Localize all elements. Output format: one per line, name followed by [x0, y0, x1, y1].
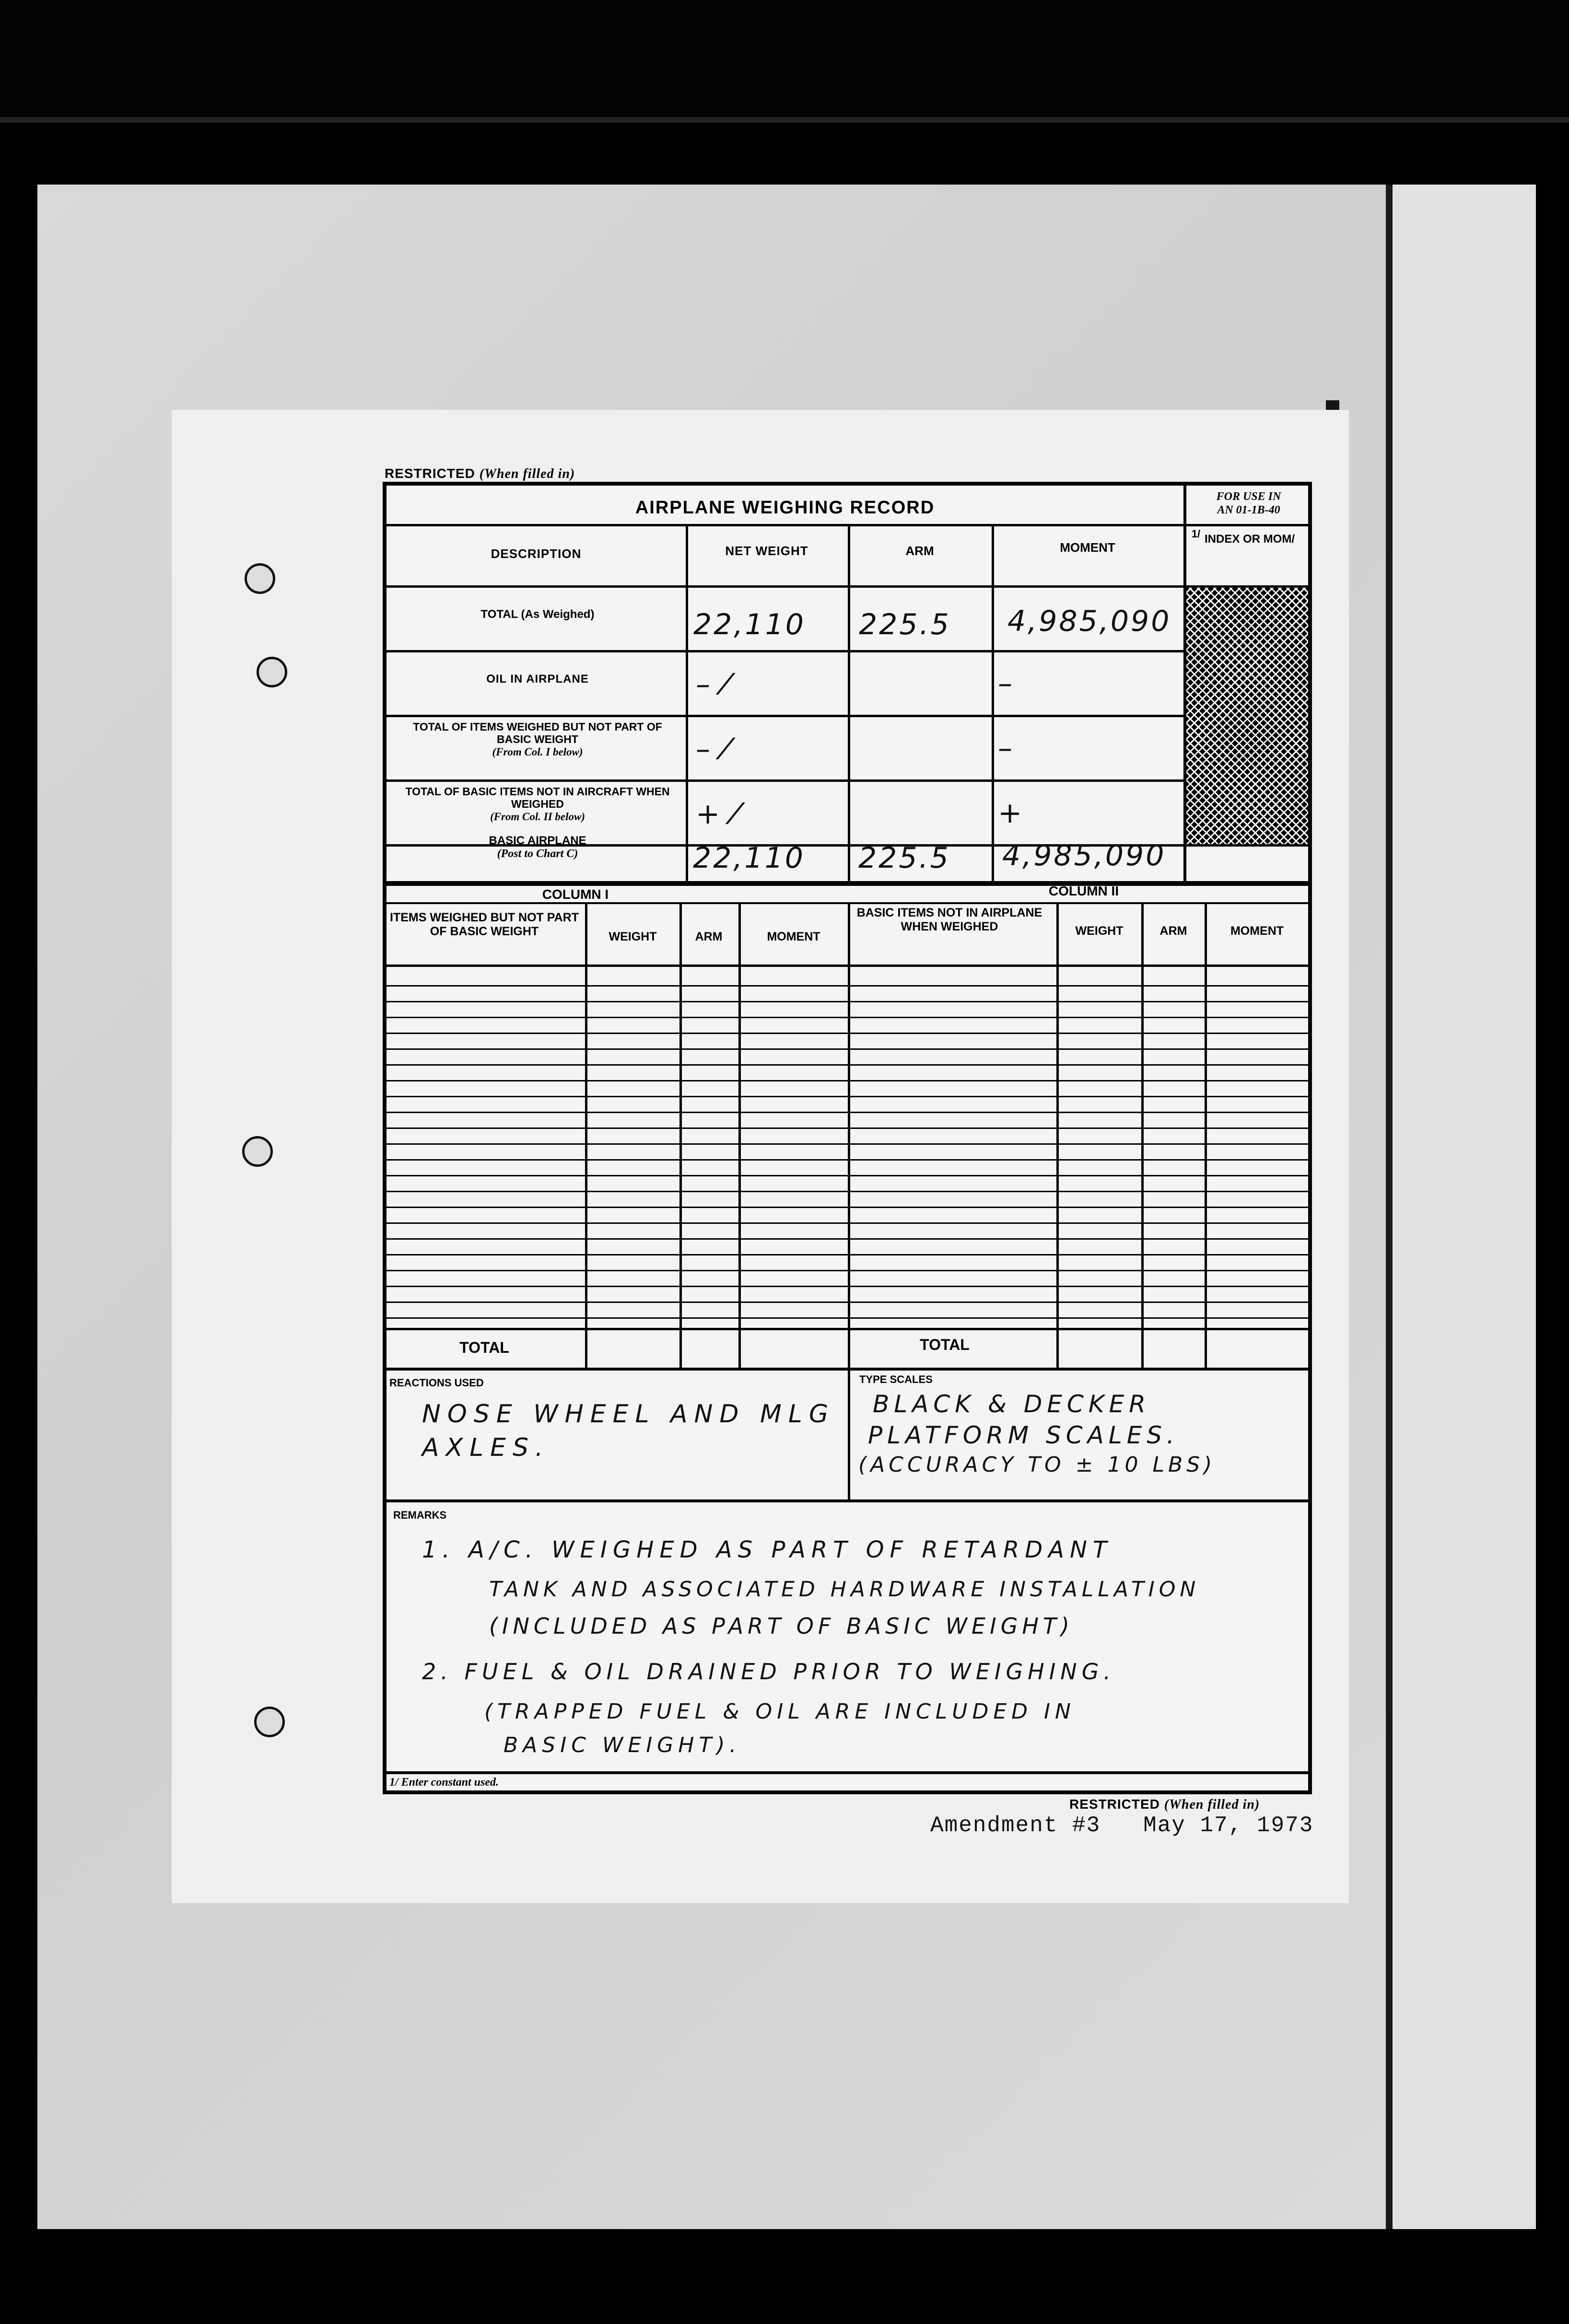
column-divider: [1141, 902, 1144, 1368]
row-basic-items-net-weight: + ⁄: [696, 797, 740, 831]
header-arm: ARM: [905, 544, 934, 558]
ruled-row-line: [383, 1191, 1312, 1192]
column-divider: [1056, 902, 1059, 1368]
column1-moment-header: MOMENT: [767, 930, 820, 943]
row-oil-moment: –: [998, 667, 1014, 700]
column-divider: [738, 902, 741, 1368]
column2-item-header: BASIC ITEMS NOT IN AIRPLANE WHEN WEIGHED: [856, 906, 1042, 933]
row-basic-airplane-moment: 4,985,090: [1002, 839, 1166, 872]
remarks-line-3: (INCLUDED AS PART OF BASIC WEIGHT): [489, 1613, 1074, 1639]
column2-total-label: TOTAL: [920, 1336, 970, 1353]
ruled-row-line: [383, 1317, 1312, 1319]
column-header-rule: [383, 964, 1312, 967]
scales-line-1: BLACK & DECKER: [873, 1390, 1150, 1418]
column2-moment-header: MOMENT: [1230, 924, 1284, 938]
punch-hole-3: [242, 1136, 273, 1167]
remarks-line-4: 2. FUEL & OIL DRAINED PRIOR TO WEIGHING.: [422, 1659, 1115, 1685]
scan-top-rule: [0, 117, 1569, 123]
scan-top-border: [0, 0, 1569, 115]
punch-hole-1: [245, 563, 275, 594]
ruled-row-line: [383, 1143, 1312, 1145]
ruled-row-line: [383, 1112, 1312, 1113]
header-net-weight: NET WEIGHT: [725, 544, 808, 558]
row-items-weighed-text: TOTAL OF ITEMS WEIGHED BUT NOT PART OF BASIC WEIGHT: [413, 720, 662, 746]
ruled-row-line: [383, 1017, 1312, 1018]
header-index-footnote: 1/: [1191, 528, 1201, 540]
row-total-net-weight: 22,110: [693, 608, 806, 641]
header-index-or-mom: INDEX OR MOM/: [1204, 533, 1295, 546]
column2-weight-header: WEIGHT: [1075, 924, 1124, 938]
ruled-row-line: [383, 1301, 1312, 1303]
row-basic-items-sub: (From Col. II below): [490, 810, 585, 823]
row-basic-airplane-net-weight: 22,110: [693, 841, 805, 875]
column1-total-label: TOTAL: [459, 1339, 509, 1356]
amendment-date-line: [930, 1813, 1313, 1838]
restricted-note-bottom: (When filled in): [1164, 1797, 1260, 1812]
column2-arm-header: ARM: [1159, 924, 1187, 938]
reactions-label: REACTIONS USED: [389, 1377, 484, 1389]
ruled-row-line: [383, 1238, 1312, 1240]
restricted-note: (When filled in): [479, 466, 575, 481]
ruled-row-line: [383, 1222, 1312, 1224]
right-page-strip: [1393, 185, 1536, 2229]
ruled-row-line: [383, 985, 1312, 987]
ruled-row-line: [383, 1207, 1312, 1208]
column1-arm-header: ARM: [695, 930, 723, 943]
form-title: AIRPLANE WEIGHING RECORD: [635, 498, 935, 518]
row-items-weighed-net-weight: – ⁄: [696, 732, 730, 766]
for-use-reference: AN 01-1B-40: [1217, 503, 1280, 516]
row-total-as-weighed-label: TOTAL (As Weighed): [480, 608, 595, 621]
scales-label: TYPE SCALES: [859, 1373, 933, 1385]
amendment-date: May 17, 1973: [1143, 1813, 1314, 1838]
header-moment: MOMENT: [1060, 540, 1115, 555]
page-fold-line: [1386, 185, 1393, 2229]
ruled-row-line: [383, 1254, 1312, 1255]
ruled-row-line: [383, 1286, 1312, 1287]
restricted-marking-top: [385, 466, 575, 482]
remarks-line-6: BASIC WEIGHT).: [503, 1733, 741, 1757]
row-items-weighed-sub: (From Col. I below): [492, 745, 583, 758]
row-items-weighed-moment: –: [998, 732, 1014, 765]
remarks-line-2: TANK AND ASSOCIATED HARDWARE INSTALLATION: [489, 1577, 1200, 1602]
row-basic-airplane-label: [396, 834, 679, 860]
remarks-line-1: 1. A/C. WEIGHED AS PART OF RETARDANT: [422, 1536, 1113, 1563]
column2-title: COLUMN II: [1048, 883, 1119, 898]
ruled-row-line: [383, 1001, 1312, 1002]
column1-item-header: ITEMS WEIGHED BUT NOT PART OF BASIC WEIGHT: [390, 911, 579, 938]
column1-weight-header: WEIGHT: [609, 930, 657, 943]
column-divider: [585, 902, 587, 1368]
reactions-line-2: AXLES.: [422, 1433, 550, 1462]
ruled-row-line: [383, 1127, 1312, 1129]
restricted-marking-bottom: [1069, 1797, 1260, 1813]
column-divider: [848, 902, 850, 1368]
remarks-label: REMARKS: [393, 1509, 447, 1521]
row-basic-airplane-text: BASIC AIRPLANE: [489, 834, 586, 847]
row-basic-airplane-sub: (Post to Chart C): [497, 847, 578, 860]
ruled-row-line: [383, 1159, 1312, 1161]
for-use-text: FOR USE IN: [1216, 490, 1281, 503]
ruled-row-line: [383, 1270, 1312, 1271]
total-row-rule: [383, 1328, 1312, 1330]
restricted-label-bottom: RESTRICTED: [1069, 1797, 1160, 1812]
amendment-number: Amendment #3: [930, 1813, 1101, 1838]
reactions-line-1: NOSE WHEEL AND MLG: [422, 1400, 835, 1429]
row-total-moment: 4,985,090: [1007, 604, 1171, 638]
row-basic-items-moment: +: [998, 796, 1024, 830]
ruled-row-line: [383, 1096, 1312, 1097]
remarks-line-5: (TRAPPED FUEL & OIL ARE INCLUDED IN: [484, 1699, 1076, 1724]
row-basic-items-text: TOTAL OF BASIC ITEMS NOT IN AIRCRAFT WHEN WEIGHED: [405, 785, 670, 811]
punch-hole-4: [254, 1707, 285, 1737]
column-divider: [1205, 902, 1207, 1368]
scales-line-3: (ACCURACY TO ± 10 LBS): [858, 1452, 1216, 1477]
row-total-arm: 225.5: [859, 608, 951, 641]
ruled-row-line: [383, 1048, 1312, 1050]
footnote: 1/ Enter constant used.: [389, 1776, 499, 1789]
ruled-row-line: [383, 1175, 1312, 1176]
ruled-row-line: [383, 1080, 1312, 1081]
header-description: DESCRIPTION: [491, 546, 582, 561]
ruled-row-line: [383, 1064, 1312, 1066]
restricted-label: RESTRICTED: [385, 466, 475, 481]
ruled-row-line: [383, 1033, 1312, 1034]
scales-line-2: PLATFORM SCALES.: [868, 1421, 1179, 1449]
row-oil-net-weight: – ⁄: [696, 668, 730, 701]
row-oil-label: OIL IN AIRPLANE: [486, 673, 589, 686]
row-basic-airplane-arm: 225.5: [858, 841, 950, 875]
column1-title: COLUMN I: [542, 887, 609, 902]
column-divider: [679, 902, 682, 1368]
punch-hole-2: [257, 657, 287, 687]
